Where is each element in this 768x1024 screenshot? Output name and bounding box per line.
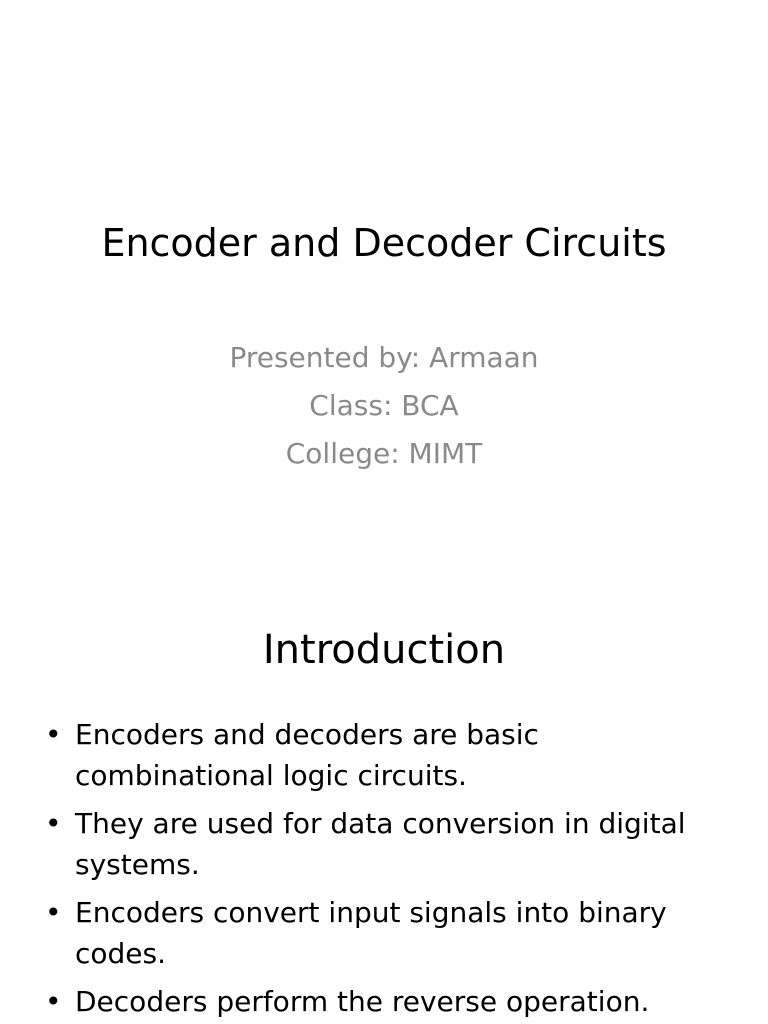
- bullet-text: Encoders convert input signals into binary codes.: [75, 896, 667, 970]
- presentation-title: Encoder and Decoder Circuits: [101, 221, 667, 265]
- bullet-item: [45, 714, 695, 796]
- presenter-info: [0, 334, 768, 478]
- bullet-item: [45, 803, 695, 885]
- presenter-line: Presented by: Armaan: [229, 341, 539, 374]
- bullet-text: They are used for data conversion in digital systems.: [75, 807, 686, 881]
- bullet-item: [45, 981, 695, 1022]
- bullet-icon: •: [45, 985, 62, 1018]
- bullet-list: [45, 714, 695, 1024]
- introduction-slide: [0, 576, 768, 1024]
- bullet-icon: •: [45, 807, 62, 840]
- bullet-text: Decoders perform the reverse operation.: [75, 985, 650, 1018]
- class-line: Class: BCA: [309, 389, 459, 422]
- bullet-item: [45, 892, 695, 974]
- bullet-icon: •: [45, 718, 62, 751]
- slide-title: Introduction: [262, 627, 506, 673]
- bullet-text: Encoders and decoders are basic combinational logic circuits.: [75, 718, 539, 792]
- college-line: College: MIMT: [285, 437, 483, 470]
- bullet-icon: •: [45, 896, 62, 929]
